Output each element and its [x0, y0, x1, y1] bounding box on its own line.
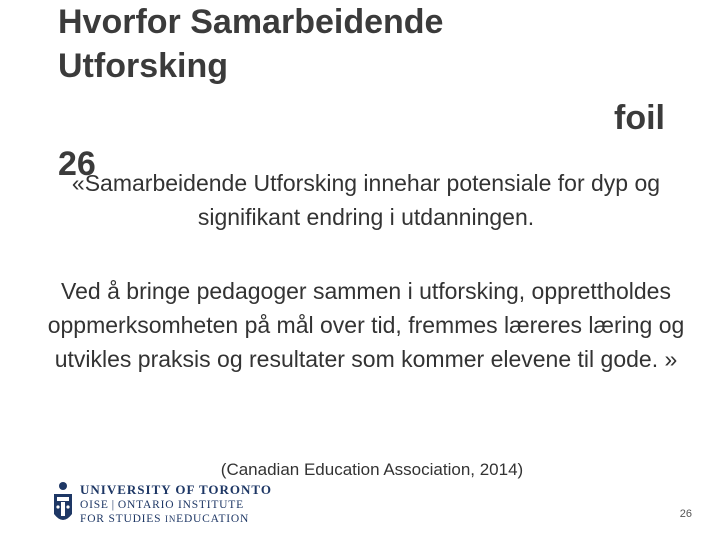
title-number: 26 — [58, 145, 96, 183]
quote-paragraph-2: Ved å bringe pedagoger sammen i utforsking, opprettholdes oppmerksomheten på mål over tid, fremmes læreres læring og utvikles praksis og resultater som kommer elevene til gode. » — [47, 278, 685, 372]
logo-for-studies: FOR STUDIES — [80, 513, 162, 525]
logo-text — [80, 482, 272, 526]
title-line-2: Utforsking — [58, 47, 228, 85]
logo-line-3 — [80, 512, 272, 526]
logo-oise: OISE — [80, 499, 109, 511]
title-line-1: Hvorfor Samarbeidende — [58, 3, 444, 41]
logo-separator: | — [111, 499, 115, 511]
logo-in: IN — [165, 514, 177, 524]
logo-line-1: UNIVERSITY OF TORONTO — [80, 482, 272, 497]
page-number: 26 — [679, 508, 692, 520]
quote-paragraph-1: «Samarbeidende Utforsking innehar potensiale for dyp og signifikant endring i utdanningen. — [71, 170, 661, 230]
logo-education: EDUCATION — [176, 513, 250, 525]
logo-ontario-institute: ONTARIO INSTITUTE — [117, 499, 244, 511]
university-crest-icon — [52, 480, 74, 528]
logo-line-2 — [80, 498, 272, 512]
title-foil: foil — [614, 99, 665, 137]
slide-title — [58, 0, 578, 88]
citation: (Canadian Education Association, 2014) — [220, 460, 524, 479]
quote-block — [40, 166, 692, 376]
university-logo — [52, 478, 272, 530]
